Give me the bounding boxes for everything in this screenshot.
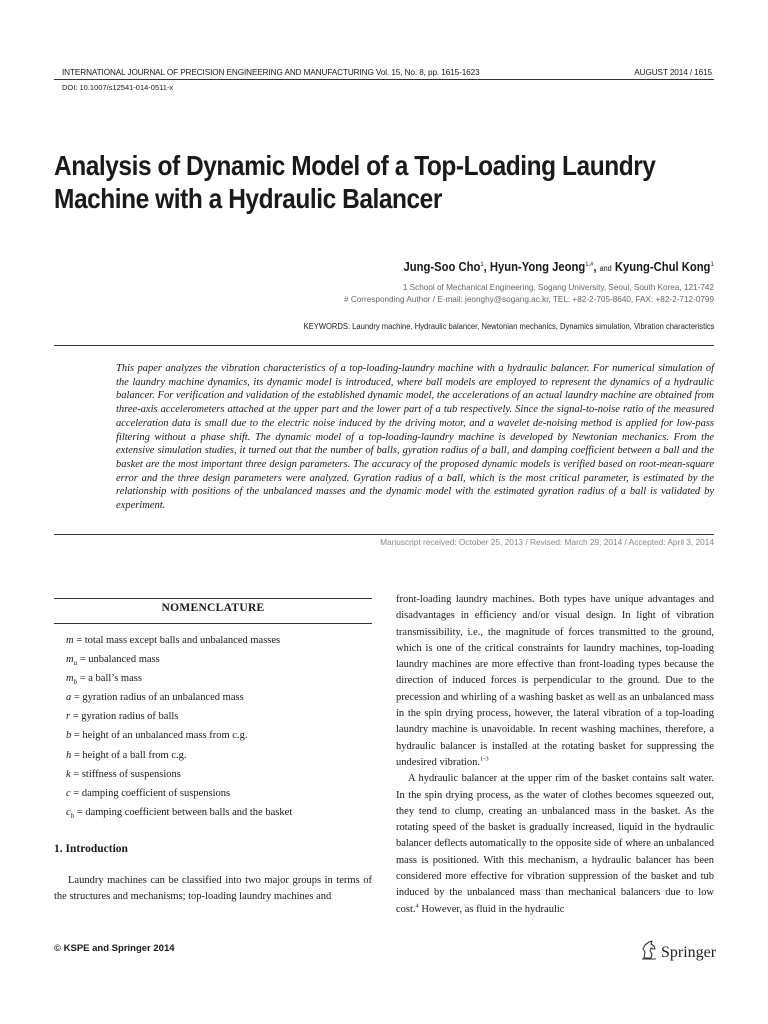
- nomenclature-item: c = damping coefficient of suspensions: [66, 787, 231, 799]
- springer-horse-icon: [640, 940, 658, 965]
- section-heading-introduction: 1. Introduction: [54, 843, 128, 855]
- nomenclature-item: r = gyration radius of balls: [66, 711, 179, 723]
- nomenclature-item: m = total mass except balls and unbalanced masses: [66, 635, 281, 646]
- nomenclature-item: k = stiffness of suspensions: [66, 768, 181, 780]
- nomenclature-item: a = gyration radius of an unbalanced mass: [66, 692, 244, 704]
- nomenclature-title: NOMENCLATURE: [161, 602, 265, 614]
- nomenclature-header-rule: [54, 623, 372, 624]
- copyright-notice: © KSPE and Springer 2014: [54, 943, 175, 954]
- publisher-name: Springer: [661, 943, 717, 961]
- nomenclature-item: $m_u$ = unbalanced mass: [66, 654, 160, 668]
- body-paragraph: A hydraulic balancer at the upper rim of the basket contains salt water. In the spin drying process, as the water of clothes becomes squeezed out, they tend to clump, creating an unbalanced mass in the basket. As the rotating speed of the basket is gradually increased, liquid in the hydraulic balancer deflects automatically to the opposite side of where an unbalanced mass is positioned. With this mechanism, a hydraulic balancer has been considered more effective for vibration suppression of the basket and tub induced by the unbalanced mass than mechanical balancers due to low cost.$^4$ However, as fluid in the hydraulic: [396, 773, 714, 915]
- author-3-affil: 1: [710, 260, 714, 268]
- manuscript-dates: Manuscript received: October 25, 2013 / Revised: March 29, 2014 / Accepted: April 3, 2014: [380, 537, 714, 547]
- nomenclature-item: $m_b = a$ ball’s mass: [66, 673, 142, 687]
- publisher-logo: [640, 940, 716, 965]
- citation-ref[interactable]: 4: [415, 902, 419, 910]
- keywords: KEYWORDS: Laundry machine, Hydraulic balancer, Newtonian mechanics, Dynamics simulation, Vibration characteristics: [303, 322, 714, 331]
- doi-link[interactable]: DOI: 10.1007/s12541-014-0511-x: [62, 83, 174, 92]
- author-1-affil: 1: [480, 260, 484, 268]
- affiliation-line: 1 School of Mechanical Engineering, Sogang University, Seoul, South Korea, 121-742: [402, 283, 714, 292]
- abstract-text: This paper analyzes the vibration characteristics of a top-loading-laundry machine with a hydraulic balancer. For numerical simulation of the laundry machine dynamics, its dynamic model is introduced, where ball models are employed to represent the dynamics of a hydraulic balancer. For verification and validation of the established dynamic model, the accelerations of an actual laundry machine are obtained from three-axis accelerometers attached at the upper part and the lower part of a tub respectively. Since the signal-to-noise ratio of the measured acceleration data is small due to the electric noise induced by the driving motor, and a wavelet de-noising method is applied for low-pass filtering without a phase shift. The dynamic model of a top-loading-laundry machine is developed by Newtonian mechanics. From the extensive simulation studies, it turned out that the number of balls, gyration radius of a ball, and damping coefficient between a ball and the basket are the most important three design parameters. The accuracy of the proposed dynamic models is verified based on root-mean-square error and the three design parameters were analyzed. Gyration radius of a ball, which is the most critical parameter, is estimated by the relationship with positions of the unbalanced masses and the dynamic model with the estimated gyration radius of a ball is validated by experiment.: [116, 363, 714, 512]
- author-and: and: [599, 264, 612, 273]
- author-2-affil: 1,#: [585, 260, 594, 268]
- corresponding-author-line: # Corresponding Author / E-mail: jeonghy@sogang.ac.kr, TEL: +82-2-705-8640, FAX: +82-2-712-0799: [344, 295, 714, 304]
- header-divider: [54, 79, 714, 80]
- nomenclature-list: [66, 633, 292, 824]
- abstract-top-rule: [54, 345, 714, 346]
- nomenclature-top-rule: [54, 598, 372, 599]
- issue-date-page: AUGUST 2014 / 1615: [634, 68, 712, 77]
- author-1: Jung-Soo Cho: [403, 260, 481, 274]
- abstract-bottom-rule: [54, 534, 714, 535]
- paper-title: [54, 150, 656, 215]
- author-3: Kyung-Chul Kong: [615, 260, 711, 274]
- nomenclature-item: b = height of an unbalanced mass from c.g.: [66, 730, 248, 742]
- paper-title-line-1: Analysis of Dynamic Model of a Top-Loading Laundry: [54, 150, 656, 181]
- journal-citation: INTERNATIONAL JOURNAL OF PRECISION ENGINEERING AND MANUFACTURING Vol. 15, No. 8, pp. 1615-1623: [62, 68, 480, 77]
- nomenclature-item: $c_b$ = damping coefficient between balls and the basket: [66, 806, 293, 820]
- affiliation-block: [344, 282, 714, 306]
- body-paragraph: front-loading laundry machines. Both types have unique advantages and disadvantages in efficiency and/or visual design. In light of vibration transmissibility, i.e., the magnitude of forces transmitted to the ground, which is one of the critical constraints for laundry machines, top-loading laundry machines are more effective than front-loading types because the direction of induced forces is perpendicular to the ground. Due to the precession and whirling of a washing basket as well as an unbalanced mass in the spin drying process, however, the lateral vibration of a top-loading laundry machine is unavoidable. In recent washing machines, therefore, a hydraulic balancer is installed at the rotating basket for suppressing the undesired vibration.$^{1-3}$: [396, 594, 714, 768]
- nomenclature-item: h = height of a ball from c.g.: [66, 749, 187, 761]
- paper-title-line-2: Machine with a Hydraulic Balancer: [54, 182, 442, 214]
- author-separator-1: ,: [483, 260, 491, 274]
- journal-header: [62, 68, 712, 77]
- intro-paragraph: Laundry machines can be classified into two major groups in terms of the structures and mechanisms; top-loading laundry machines and: [54, 875, 372, 903]
- author-separator-2: ,: [593, 260, 600, 274]
- citation-ref[interactable]: 1-3: [479, 755, 489, 763]
- right-column-body: [396, 592, 714, 918]
- author-list: [404, 260, 714, 274]
- author-2: Hyun-Yong Jeong: [490, 260, 586, 274]
